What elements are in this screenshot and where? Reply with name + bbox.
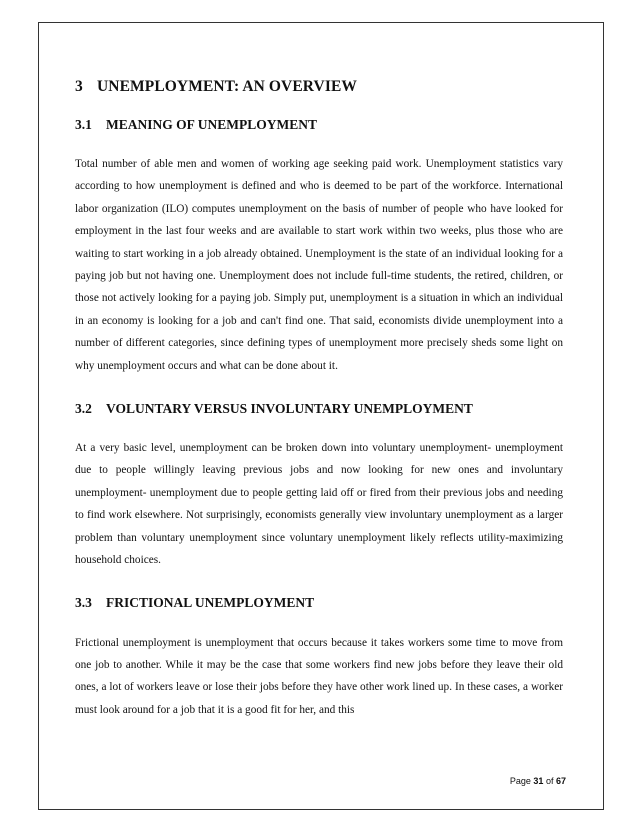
section-title: VOLUNTARY VERSUS INVOLUNTARY UNEMPLOYMENT	[106, 401, 473, 417]
page-word: Page	[509, 776, 531, 786]
section-heading-3-1	[75, 115, 563, 135]
section-number: 3.2	[75, 401, 92, 417]
section-number: 3.1	[75, 117, 92, 132]
section-heading-3-3	[75, 593, 563, 613]
section-paragraph-3-3: Frictional unemployment is unemployment that occurs because it takes workers some time to move from one job to another. While it may be the case that some workers find new jobs before they leave their old ones, a lot of workers leave or lose their jobs before they have other work lined up. In these cases, a worker must look around for a job that it is a good fit for her, and this	[75, 636, 563, 716]
section-heading-3-2	[75, 399, 563, 419]
chapter-title: UNEMPLOYMENT: AN OVERVIEW	[97, 78, 358, 95]
page-footer	[510, 776, 566, 786]
section-paragraph-3-2: At a very basic level, unemployment can be broken down into voluntary unemployment- unemployment due to people willingly leaving previous jobs and now looking for new ones and involuntary unemployment- unemployment due to people getting laid off or fired from their previous jobs and needing to find work elsewhere. Not surprisingly, economists generally view involuntary unemployment as a larger problem than voluntary unemployment since voluntary unemployment likely reflects utility-maximizing household choices.	[75, 442, 563, 567]
total-pages: 67	[555, 776, 566, 786]
chapter-number: 3	[75, 78, 83, 95]
section-paragraph-3-1: Total number of able men and women of working age seeking paid work. Unemployment statistics vary according to how unemployment is defined and who is deemed to be part of the workforce. International labor organization (ILO) computes unemployment on the basis of number of people who have looked for employment in the last four weeks and are available to start work within two weeks, plus those who are waiting to start working in a job already obtained. Unemployment is the state of an individual looking for a paying job but not having one. Unemployment does not include full-time students, the retired, children, or those not actively looking for a paying job. Simply put, unemployment is a situation in which an individual in an economy is looking for a job and can't find one. That said, economists divide unemployment into a number of different categories, since defining types of unemployment more precisely sheds some light on why unemployment occurs and what can be done about it.	[75, 158, 563, 372]
page-content	[75, 72, 563, 721]
current-page-number: 31	[533, 776, 544, 786]
of-word: of	[545, 776, 554, 786]
section-title: MEANING OF UNEMPLOYMENT	[106, 117, 317, 132]
section-title: FRICTIONAL UNEMPLOYMENT	[106, 594, 315, 610]
chapter-heading	[75, 76, 563, 98]
section-number: 3.3	[75, 594, 92, 610]
